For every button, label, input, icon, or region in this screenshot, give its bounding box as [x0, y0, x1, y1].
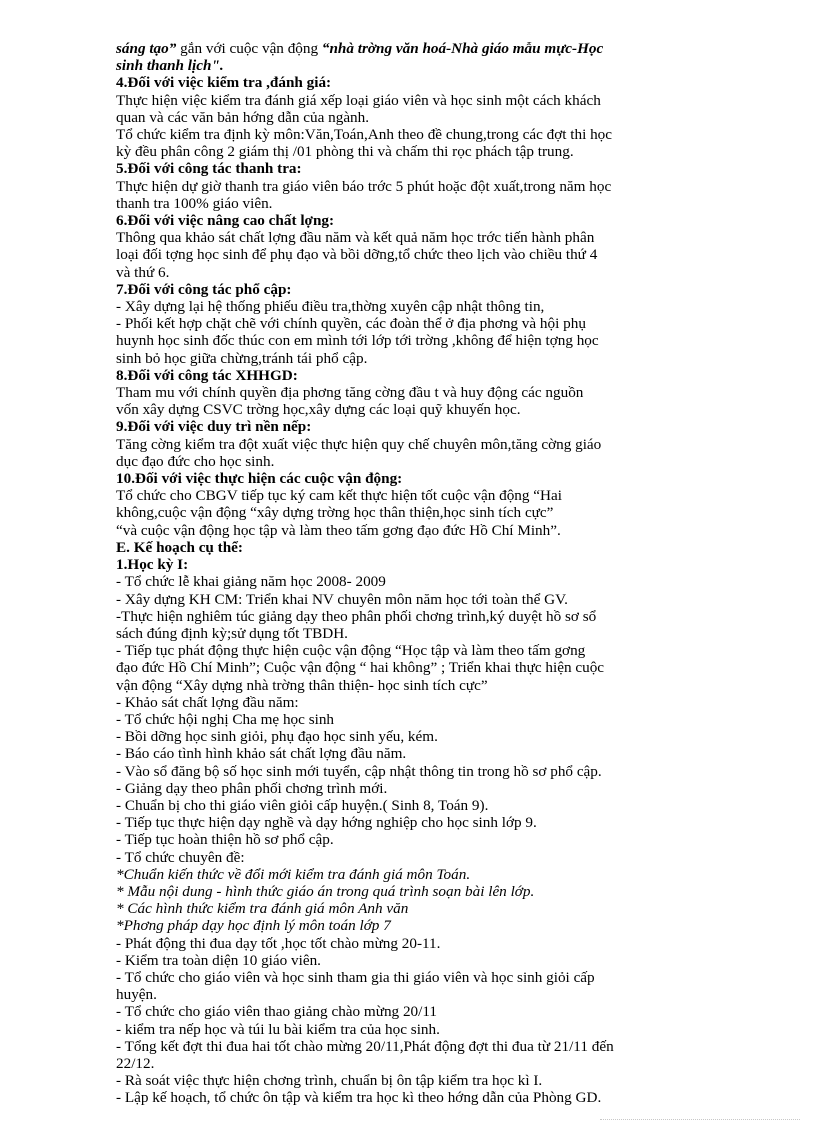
intro-line-1 [116, 40, 756, 57]
section-heading: 10.Đối với việc thực hiện các cuộc vận động: [116, 470, 403, 488]
text-line: - Tổng kết đợt thi đua hai tốt chào mừng 20/11,Phát động đợt thi đua từ 21/11 đến [116, 1037, 614, 1055]
text-line: Thực hiện dự giờ thanh tra giáo viên báo trớc 5 phút hoặc đột xuất,trong năm học [116, 177, 612, 195]
text-line: Tham mu với chính quyền địa phơng tăng cờng đầu t và huy động các nguồn [116, 384, 584, 402]
text-line: -Thực hiện nghiêm túc giảng dạy theo phân phối chơng trình,ký duyệt hồ sơ sổ [116, 607, 597, 625]
section-heading: 6.Đối với việc nâng cao chất lợng: [116, 212, 335, 230]
text-line: - Giảng dạy theo phân phối chơng trình mới. [116, 779, 388, 797]
text-line: - Khảo sát chất lợng đầu năm: [116, 693, 299, 711]
text-line: loại đối tợng học sinh để phụ đạo và bồi dỡng,tổ chức theo lịch vào chiều thứ 4 [116, 246, 598, 264]
text-line: - Báo cáo tình hình khảo sát chất lợng đầu năm. [116, 745, 407, 763]
text-line: “và cuộc vận động học tập và làm theo tấm gơng đạo đức Hồ Chí Minh”. [116, 521, 561, 539]
text-line: sách đúng định kỳ;sử dụng tốt TBDH. [116, 624, 348, 642]
text-line: và thứ 6. [116, 263, 170, 281]
text-line: * Mẫu nội dung - hình thức giáo án trong quá trình soạn bài lên lớp. [116, 882, 535, 900]
text-line: Thực hiện việc kiểm tra đánh giá xếp loại giáo viên và học sinh một cách khách [116, 91, 601, 109]
text-line: - Rà soát việc thực hiện chơng trình, chuẩn bị ôn tập kiểm tra học kì I. [116, 1072, 543, 1090]
text-line: - Tiếp tục hoàn thiện hồ sơ phổ cập. [116, 831, 334, 849]
text-line: đạo đức Hồ Chí Minh”; Cuộc vận động “ hai không” ; Triển khai thực hiện cuộc [116, 659, 605, 677]
text-line: - Phối kết hợp chặt chẽ với chính quyền, các đoàn thể ở địa phơng và hội phụ [116, 315, 586, 333]
document-body [116, 74, 756, 1106]
text-line: dục đạo đức cho học sinh. [116, 452, 275, 470]
text-line: - kiểm tra nếp học và túi lu bài kiểm tra của học sinh. [116, 1020, 440, 1038]
intro-part-1: sáng tạo” [116, 40, 177, 57]
text-line: - Xây dựng KH CM: Triển khai NV chuyên môn năm học tới toàn thể GV. [116, 590, 568, 608]
text-line: Tổ chức kiểm tra định kỳ môn:Văn,Toán,Anh theo đề chung,trong các đợt thi học [116, 126, 613, 144]
text-line: * Các hình thức kiểm tra đánh giá môn Anh văn [116, 900, 409, 918]
text-line: - Tổ chức lễ khai giảng năm học 2008- 2009 [116, 573, 386, 591]
text-line: huyện. [116, 986, 157, 1004]
text-line: - Tiếp tục thực hiện dạy nghề và dạy hớng nghiệp cho học sinh lớp 9. [116, 814, 537, 832]
text-line: quan và các văn bản hớng dẫn của ngành. [116, 108, 370, 126]
text-line: - Tổ chức chuyên đề: [116, 848, 245, 866]
section-heading: 7.Đối với công tác phổ cập: [116, 280, 292, 298]
section-heading: 9.Đối với việc duy trì nền nếp: [116, 418, 312, 436]
text-line: - Chuẩn bị cho thi giáo viên giỏi cấp huyện.( Sinh 8, Toán 9). [116, 796, 489, 814]
text-line: - Kiểm tra toàn diện 10 giáo viên. [116, 951, 321, 969]
text-line: - Tổ chức cho giáo viên và học sinh tham gia thi giáo viên và học sinh giỏi cấp [116, 968, 595, 986]
text-line: - Phát động thi đua dạy tốt ,học tốt chào mừng 20-11. [116, 934, 441, 952]
footer-dotted-rule [600, 1119, 800, 1121]
text-line: không,cuộc vận động “xây dựng trờng học thân thiện,học sinh tích cực” [116, 504, 554, 522]
text-line: - Xây dựng lại hệ thống phiếu điều tra,thờng xuyên cập nhật thông tin, [116, 298, 545, 316]
text-line: 22/12. [116, 1054, 155, 1072]
document-page [116, 40, 756, 1107]
text-line: sinh bỏ học giữa chừng,tránh tái phổ cập. [116, 349, 368, 367]
text-line: - Lập kế hoạch, tổ chức ôn tập và kiểm tra học kì theo hớng dẫn của Phòng GD. [116, 1089, 602, 1107]
section-heading: 5.Đối với công tác thanh tra: [116, 160, 302, 178]
text-line: Thông qua khảo sát chất lợng đầu năm và kết quả năm học trớc tiến hành phân [116, 229, 595, 247]
text-line: kỳ đều phân công 2 giám thị /01 phòng thi và chấm thi rọc phách tập trung. [116, 143, 574, 161]
text-line: - Tổ chức hội nghị Cha mẹ học sinh [116, 710, 335, 728]
intro-part-2: gắn với cuộc vận động [176, 40, 322, 57]
text-line: Tổ chức cho CBGV tiếp tục ký cam kết thực hiện tốt cuộc vận động “Hai [116, 487, 562, 505]
intro-line-2: sinh thanh lịch". [116, 57, 224, 75]
text-line: huynh học sinh đốc thúc con em mình tới lớp tới trờng ,không để hiện tợng học [116, 332, 599, 350]
text-line: - Tiếp tục phát động thực hiện cuộc vận động “Học tập và làm theo tấm gơng [116, 642, 586, 660]
text-line: *Phơng pháp dạy học định lý môn toán lớp 7 [116, 917, 391, 935]
intro-part-3: “nhà trờng văn hoá-Nhà giáo mẫu mực-Học [321, 40, 604, 57]
section-heading: 8.Đối với công tác XHHGD: [116, 366, 298, 384]
section-heading: 1.Học kỳ I: [116, 556, 189, 574]
text-line: vốn xây dựng CSVC trờng học,xây dựng các loại quỹ khuyến học. [116, 401, 521, 419]
text-line: - Bồi dỡng học sinh giỏi, phụ đạo học sinh yếu, kém. [116, 728, 438, 746]
section-heading: E. Kế hoạch cụ thể: [116, 538, 243, 556]
text-line: *Chuẩn kiến thức về đổi mới kiểm tra đánh giá môn Toán. [116, 865, 471, 883]
text-line: thanh tra 100% giáo viên. [116, 194, 273, 212]
text-line: - Tổ chức cho giáo viên thao giảng chào mừng 20/11 [116, 1003, 437, 1021]
text-line: - Vào sổ đăng bộ số học sinh mới tuyển, cập nhật thông tin trong hồ sơ phổ cập. [116, 762, 602, 780]
text-line: vận động “Xây dựng nhà trờng thân thiện- học sinh tích cực” [116, 676, 488, 694]
text-line: Tăng cờng kiểm tra đột xuất việc thực hiện quy chế chuyên môn,tăng cờng giáo [116, 435, 602, 453]
section-heading: 4.Đối với việc kiểm tra ,đánh giá: [116, 74, 332, 92]
